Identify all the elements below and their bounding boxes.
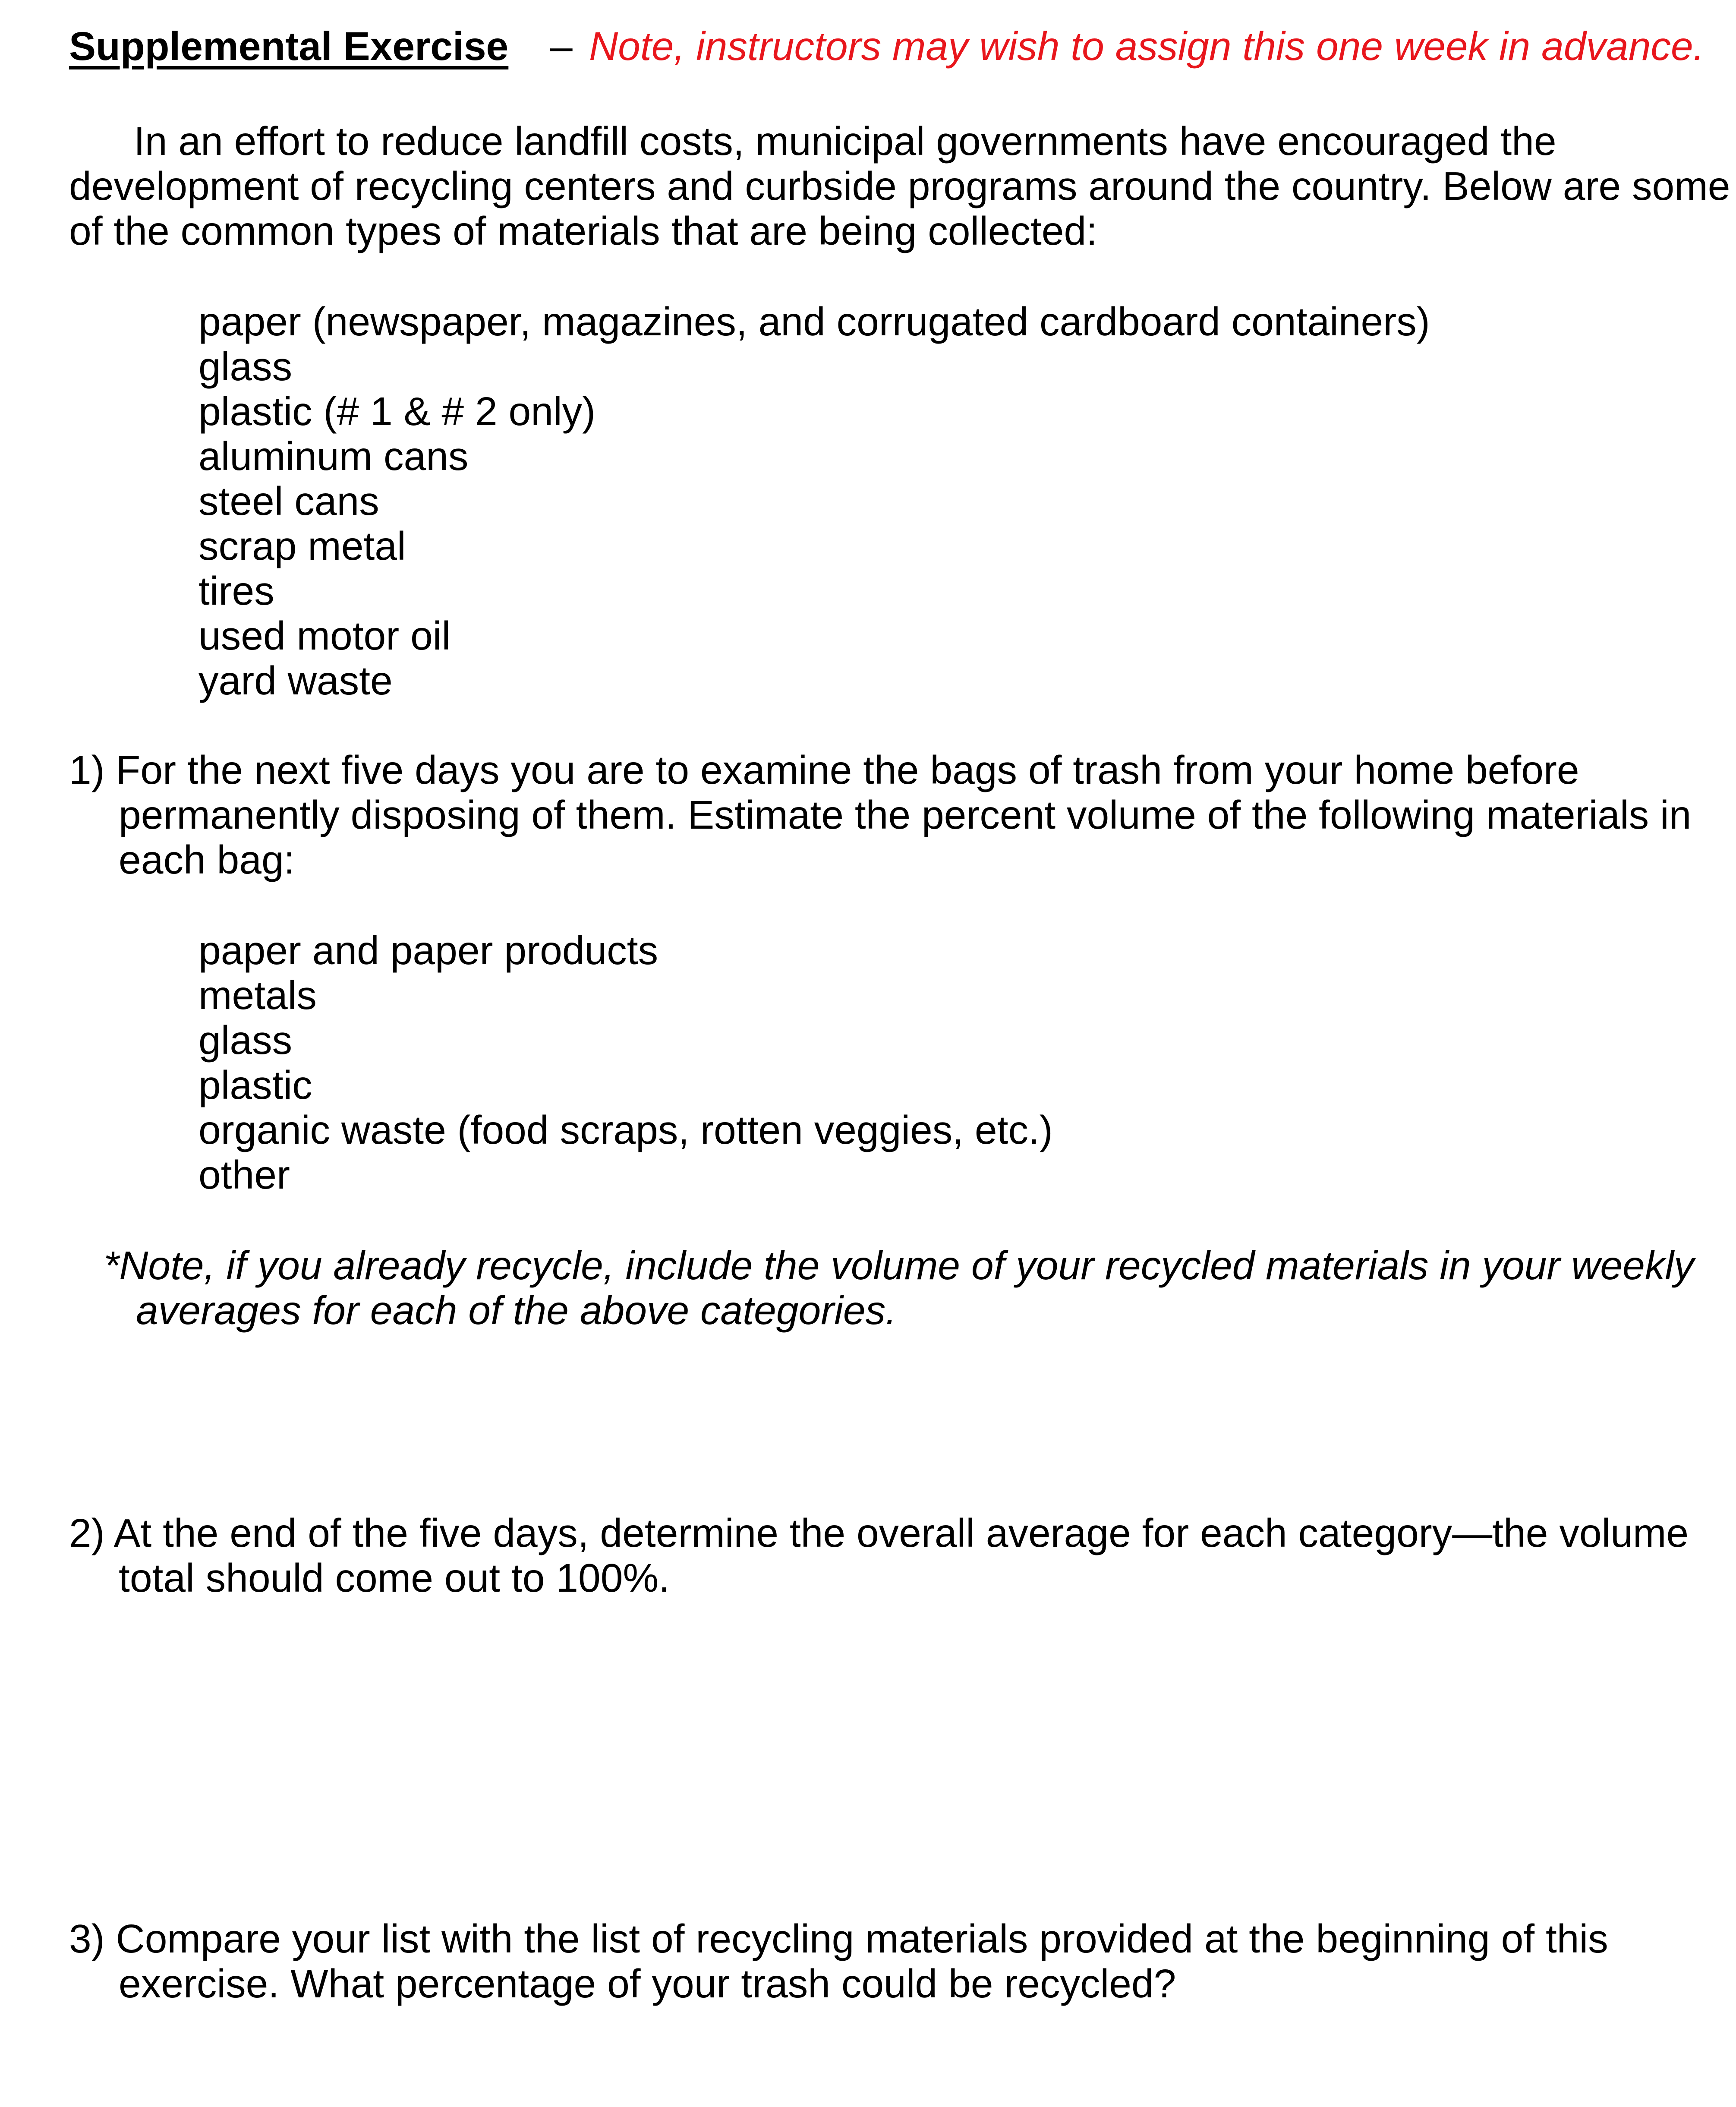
list-item: glass [198,344,293,389]
list-item: aluminum cans [198,434,469,479]
footnote-line: averages for each of the above categories. [136,1288,897,1333]
recyclables-list [198,299,1430,703]
list-item: scrap metal [198,524,406,568]
list-item: other [198,1152,290,1197]
list-item: used motor oil [198,613,451,658]
list-item: paper (newspaper, magazines, and corrugated cardboard containers) [198,299,1430,344]
intro-line: development of recycling centers and curbside programs around the country. Below are some [69,164,1730,208]
question-line: each bag: [119,837,295,882]
question-3 [69,1916,1608,2006]
list-item: tires [198,568,274,613]
question-line: exercise. What percentage of your trash could be recycled? [119,1961,1176,2006]
list-item: steel cans [198,479,379,524]
question-line: total should come out to 100%. [119,1555,670,1600]
list-item: plastic [198,1063,312,1107]
list-item: organic waste (food scraps, rotten veggies, etc.) [198,1107,1053,1152]
instructor-note: Note, instructors may wish to assign this one week in advance. [589,24,1704,69]
question-line: 1) For the next five days you are to examine the bags of trash from your home before [69,748,1579,792]
exercise-title: Supplemental Exercise [69,24,509,69]
question-line: 2) At the end of the five days, determine the overall average for each category—the volume [69,1511,1689,1555]
list-item: plastic (# 1 & # 2 only) [198,389,596,434]
intro-line: of the common types of materials that are being collected: [69,208,1098,253]
recycle-footnote [104,1243,1694,1333]
list-item: paper and paper products [198,928,658,973]
question-line: 3) Compare your list with the list of recycling materials provided at the beginning of this [69,1916,1608,1961]
intro-line: In an effort to reduce landfill costs, municipal governments have encouraged the [134,119,1556,164]
list-item: yard waste [198,658,393,703]
question-2 [69,1511,1689,1600]
intro-paragraph [69,119,1730,253]
categories-list [198,928,1053,1197]
question-1 [69,748,1691,882]
list-item: glass [198,1018,293,1063]
title-dash: – [550,24,573,69]
list-item: metals [198,973,317,1018]
question-line: permanently disposing of them. Estimate the percent volume of the following materials in [119,792,1692,837]
footnote-line: *Note, if you already recycle, include the volume of your recycled materials in your weekly [104,1243,1694,1288]
